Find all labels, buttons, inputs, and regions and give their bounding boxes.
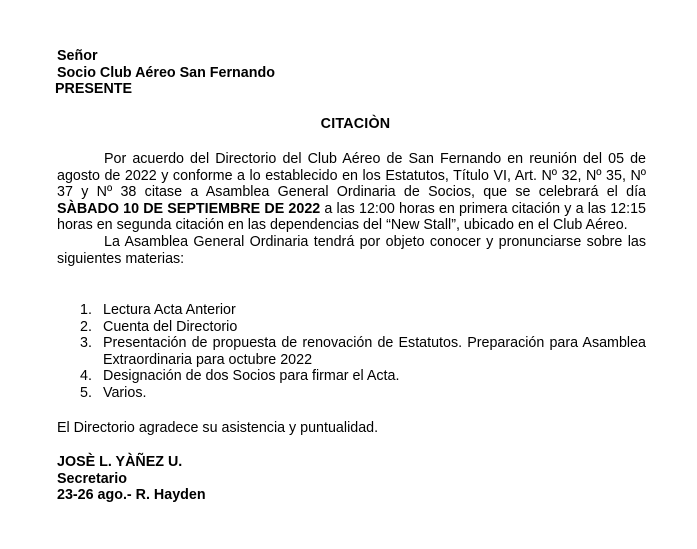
- signature-block: [57, 454, 206, 504]
- paragraph-citation-details: a las 12:00 horas en primera citación y a las 12:15 horas en segunda citación en las dependencias del “New Stall”, ubicado en el Club Aéreo.: [57, 200, 646, 234]
- document-title: CITACIÒN: [320, 116, 391, 132]
- agenda-item: [57, 335, 646, 368]
- agenda-item: [57, 368, 646, 385]
- agenda-item-number: 1.: [80, 302, 92, 318]
- agenda-item-number: 5.: [80, 384, 92, 401]
- agenda-item-text: Designación de dos Socios para firmar el Acta.: [103, 368, 400, 385]
- agenda-item-number: 3.: [80, 335, 92, 352]
- signatory-role: Secretario: [57, 470, 127, 487]
- agenda-item-number: 2.: [80, 318, 92, 335]
- agenda-item-text: Lectura Acta Anterior: [103, 302, 236, 318]
- agenda-item-number: 4.: [80, 368, 92, 385]
- document-title-row: [57, 116, 646, 133]
- closing-line: El Directorio agradece su asistencia y puntualidad.: [57, 420, 379, 436]
- meeting-date: SÀBADO 10 DE SEPTIEMBRE DE 2022: [57, 200, 321, 217]
- agenda-list: [57, 302, 646, 402]
- addressee-present: PRESENTE: [55, 81, 133, 98]
- document-reference: 23-26 ago.- R. Hayden: [57, 487, 206, 504]
- paragraph-citation: [57, 151, 646, 234]
- document-body: [57, 151, 646, 267]
- agenda-item-text: Cuenta del Directorio: [103, 318, 238, 335]
- addressee-block: [57, 48, 275, 98]
- agenda-item: [57, 385, 646, 402]
- agenda-item: [57, 319, 646, 336]
- addressee-salutation: Señor: [57, 48, 98, 64]
- agenda-item: [57, 302, 646, 319]
- agenda-item-text: Presentación de propuesta de renovación de Estatutos. Preparación para Asamblea Extraordinaria para octubre 2022: [103, 335, 646, 368]
- addressee-recipient: Socio Club Aéreo San Fernando: [57, 64, 275, 81]
- paragraph-citation-intro: Por acuerdo del Directorio del Club Aéreo de San Fernando en reunión del 05 de agosto de 2022 y conforme a lo establecido en los Estatutos, Título VI, Art. Nº 32, Nº 35, Nº 37 y Nº 38 citase a Asamblea General Ordinaria de Socios, que se celebrará el día: [57, 151, 646, 201]
- paragraph-agenda-intro: La Asamblea General Ordinaria tendrá por objeto conocer y pronunciarse sobre las siguientes materias:: [57, 233, 646, 267]
- signatory-name: JOSÈ L. YÀÑEZ U.: [57, 454, 183, 470]
- agenda-item-text: Varios.: [103, 384, 147, 401]
